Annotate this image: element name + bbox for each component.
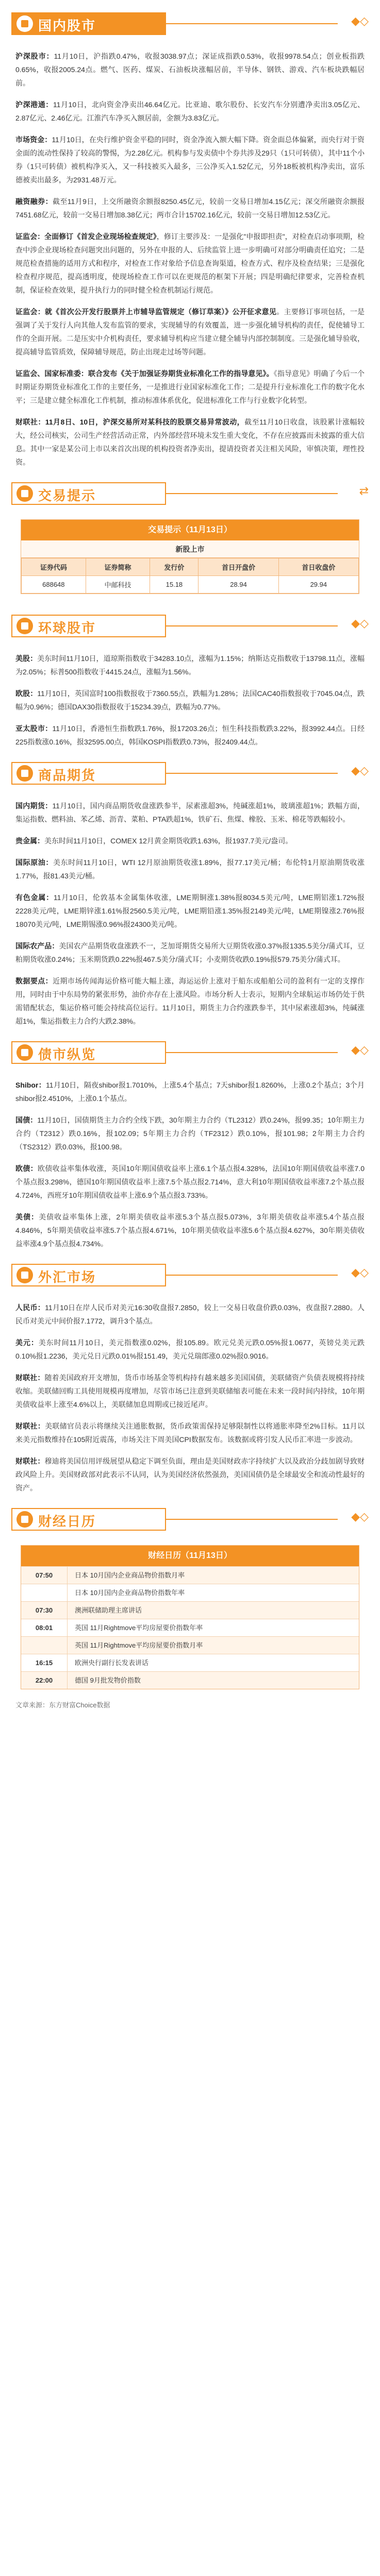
calendar-time: 07:50: [21, 1567, 68, 1584]
paragraph-lead: 亚太股市：: [15, 724, 53, 733]
globe-icon: [16, 618, 33, 634]
paragraph-lead: 证监会：就《首次公开发行股票并上市辅导监管规定（修订草案）》公开征求意见: [15, 308, 277, 316]
decoration-icon: ◆◇: [351, 1266, 369, 1279]
calendar-row: [21, 1671, 359, 1689]
calendar-row: [21, 1584, 359, 1601]
paragraph-text: 美债收益率集体上涨，2年期美债收益率涨5.3个基点报5.073%，3年期美债收益率涨5.4个基点报4.846%，5年期美债收益率涨5.7个基点报4.671%，10年期美债收益率涨5.6个基点报4.627%，30年期美债收益率涨4.9个基点报4.734%。: [15, 1213, 365, 1248]
section-title: 财经日历: [38, 1514, 96, 1529]
news-paragraph: [15, 939, 365, 966]
news-paragraph: [15, 230, 365, 297]
calendar-event: 澳洲联储助理主席讲话: [75, 1606, 142, 1614]
news-paragraph: [15, 195, 365, 222]
decoration-icon: ◆◇: [351, 1510, 369, 1523]
paragraph-text: 11月10日，沪指跌0.47%，收报3038.97点；深证成指跌0.53%，收报9978.54点；创业板指跌0.65%，收报2005.24点。燃气、医药、煤炭、石油板块涨幅居前，半导体、钢铁、游戏、汽车板块跌幅居前。: [15, 52, 365, 87]
calendar-event: 日本 10月国内企业商品物价指数月率: [75, 1571, 185, 1579]
table-cell: 688648: [22, 576, 86, 594]
paragraph-lead: 财联社：11月8日、10日，沪深交易所对某科技的股票交易异常波动，: [15, 418, 245, 426]
table-cell: 15.18: [150, 576, 199, 594]
header-line: [166, 773, 338, 774]
paragraph-lead: 证监会、国家标准委：联合发布《关于加强证券期货业标准化工作的指导意见》。: [15, 369, 274, 378]
news-paragraph: [15, 49, 365, 90]
column-header: 首日收盘价: [278, 558, 358, 576]
news-paragraph: [15, 974, 365, 1028]
news-paragraph: [15, 415, 365, 469]
paragraph-text: 随着美国政府开支增加，货币市场基金等机构持有越来越多美国国债，美联储资产负债表规模将持续收缩。美联储回购工具使用规模再度增加，尽管市场已注意到美联储缩表可能在未来一段时间内持续，10年期美债收益率上涨至4.6%以上，美联储加息周期或已接近尾声。: [15, 1374, 365, 1409]
column-header: 证券代码: [22, 558, 86, 576]
paragraph-text: 美东时间11月10日，WTI 12月原油期货收涨1.89%，报77.17美元/桶；布伦特1月原油期货收涨1.77%，报81.43美元/桶。: [15, 858, 365, 880]
news-paragraph: [15, 856, 365, 883]
paragraph-lead: 证监会：全面修订《首发企业现场检查规定》: [15, 232, 157, 241]
bonds-content: [0, 1078, 380, 1250]
section-title: 环球股市: [38, 620, 96, 636]
news-paragraph: [15, 891, 365, 931]
news-paragraph: [15, 1336, 365, 1363]
paragraph-text: 11月10日，国债期货主力合约全线下跌，30年期主力合约（TL2312）跌0.24%，报99.35；10年期主力合约（T2312）跌0.16%，报102.09；5年期主力合约（TF2312）跌0.10%，报101.98；2年期主力合约（TS2312）跌0.03%，报100.98。: [15, 1116, 365, 1151]
paragraph-text: 穆迪将美国信用评级展望从稳定下调至负面，理由是美国财政赤字持续扩大以及政治分歧加剧导致财政风险上升。美国财政部对此表示不认同，认为美国经济依然强劲，美国国债仍是全球最安全和流动性最好的资产。: [15, 1457, 365, 1492]
paragraph-text: 11月10日，英国富时100指数报收于7360.55点，跌幅为1.28%；法国CAC40指数报收于7045.04点，跌幅为0.96%；德国DAX30指数报收于15234.39点，跌幅为0.77%。: [15, 689, 365, 711]
news-paragraph: [15, 98, 365, 125]
news-paragraph: [15, 1078, 365, 1105]
arrows-icon: ⇄: [359, 484, 369, 497]
news-paragraph: [15, 652, 365, 679]
paragraph-text: 近期市场传闻海运价格可能大幅上涨，海运运价上涨对于船东或船舶公司的盈利有一定的支撑作用，同时由于中东局势的紧张形势，油价亦存在上涨风险。市场分析人士表示，短期内全球航运市场仍处于供需错配状态，集运价格可能会持续高位运行。11月10日，期货主力合约涨跌参半，其中尿素涨超3%，纯碱涨超1%，集运指数主力合约大跌2.38%。: [15, 977, 365, 1025]
paragraph-text: 11月10日，国内商品期货收盘涨跌参半，尿素涨超3%，纯碱涨超1%，玻璃涨超1%；跌幅方面，集运指数、燃料油、苯乙烯、沥青、菜粕、PTA跌超1%，铁矿石、焦煤、橡胶、玉米、棉花等跌幅较小。: [15, 802, 365, 823]
paragraph-text: 11月10日在岸人民币对美元16:30收盘报7.2850，较上一交易日收盘价跌0.03%，夜盘报7.2880。人民币对美元中间价报7.1772，调升3个基点。: [15, 1303, 365, 1325]
paragraph-lead: 欧股：: [15, 689, 38, 698]
paragraph-text: 11月10日，香港恒生指数跌1.76%，报17203.26点；恒生科技指数跌3.22%，报3992.44点。日经225指数涨0.16%，报32595.00点，韩国KOSPI指数跌0.73%，报2409.44点。: [15, 724, 365, 746]
section-title: 交易提示: [38, 488, 96, 503]
paragraph-text: 11月10日，伦敦基本金属集体收涨，LME期铜涨1.38%报8034.5美元/吨，LME期铝涨1.72%报2228美元/吨，LME期锌涨1.61%报2560.5美元/吨，LME期铅涨1.35%报2149美元/吨，LME期镍涨2.76%报18070美元/吨，LME期锡涨0.96%报24300美元/吨。: [15, 893, 365, 928]
paragraph-lead: 欧债：: [15, 1164, 38, 1173]
calendar-row: [21, 1654, 359, 1671]
news-paragraph: [15, 1301, 365, 1328]
table-cell: 29.94: [278, 576, 358, 594]
trade-table-title: 交易提示（11月13日）: [21, 520, 359, 540]
paragraph-text: 《指导意见》明确了今后一个时期证券期货业标准化工作的主要任务，一是推进行业国家标准化工作；二是提升行业标准化工作的数字化水平；三是建立健全标准化工作机制，推动标准体系优化，促进标准化工作与行业数字化转型。: [15, 369, 365, 404]
paragraph-text: 11月10日，在央行维护资金平稳的同时，资金净流入额大幅下降。资金面总体偏紧，而央行对于资金面的流动性保持了较高的警惕，为2.28亿元。机构参与发卖债中个券共涉及29只（1只可转债），其中11个小券（1只可转债）被机构净买入，又一科技被买入最多，三公净买入1.52亿元，另外18板被机构净卖出，富乐德被卖出最多，为2931.48万元。: [15, 135, 365, 184]
global-content: [0, 652, 380, 749]
news-paragraph: [15, 1371, 365, 1411]
paragraph-text: ，修订主要涉及：一是强化"申报即担责"，对检查启动事项期，检查中涉企业现场检查问题突出问题的，另外在申报的人、后续监管上进一步明确可对部分明确责任追究；二是规范检查措施的适用方式和程序，对检查工作对象给予信息查询渠道，检查方式、程序及检查结果；三是强化检查程序规范，提高透明度，使现场检查工作可以在更规范的框架下开展；四是明确纪律要求，完善检查机制，保证检查效果，提升执行力的同时健全检查机制运行规范。: [15, 232, 365, 294]
domestic-content: [0, 49, 380, 469]
section-title: 债市纵览: [38, 1047, 96, 1062]
paragraph-lead: 数据要点：: [15, 977, 53, 985]
section-header-global: [11, 609, 369, 642]
currency-icon: [16, 1267, 33, 1283]
news-paragraph: [15, 834, 365, 848]
table-cell: 28.94: [199, 576, 278, 594]
paragraph-text: 美东时间11月10日，美元指数涨0.02%，报105.89。欧元兑美元跌0.05%报1.0677，英镑兑美元跌0.10%报1.2236，美元兑日元跌0.01%报151.49，美元兑瑞郎涨0.02%报0.9016。: [15, 1338, 365, 1360]
header-line: [166, 1519, 338, 1520]
header-line: [166, 23, 338, 24]
source-footer: 文章来源：东方财富Choice数据: [15, 1701, 110, 1709]
paragraph-lead: 有色金属：: [15, 893, 54, 902]
news-paragraph: [15, 1113, 365, 1154]
calendar-time: 22:00: [21, 1672, 68, 1689]
calendar-title: 财经日历（11月13日）: [21, 1546, 359, 1566]
calendar-event: 德国 9月批发物价指数: [75, 1676, 141, 1684]
paragraph-lead: 财联社：: [15, 1457, 45, 1465]
calendar-rows: [21, 1566, 359, 1689]
bond-icon: [16, 1044, 33, 1061]
paragraph-lead: 沪深股市：: [15, 52, 54, 60]
box-icon: [16, 765, 33, 782]
section-title: 商品期货: [38, 768, 96, 783]
paragraph-text: 美国农产品期货收盘涨跌不一，芝加哥期货交易所大豆期货收涨0.37%报1335.5美分/蒲式耳，豆粕期货收涨0.24%；玉米期货跌0.22%报467.5美分/蒲式耳；小麦期货收跌0.19%报579.75美分/蒲式耳。: [15, 942, 365, 963]
news-paragraph: [15, 1210, 365, 1250]
trade-table: [21, 519, 359, 594]
paragraph-text: 截至11月10日收盘，该股累计涨幅较大，经公司核实，公司生产经营活动正常，内外部经营环境未发生重大变化，不存在应披露而未披露的重大信息。其中一家是某公司上市以来首次出现的机构投资者净卖出，提请投资者关注相关风险，审慎决策，理性投资。: [15, 418, 365, 466]
section-header-fx: [11, 1259, 369, 1292]
stock-icon: [16, 15, 33, 32]
paragraph-lead: 美债：: [15, 1213, 39, 1221]
calendar-time: [21, 1584, 68, 1601]
section-title: 外汇市场: [38, 1269, 96, 1285]
calendar-row: [21, 1619, 359, 1636]
calendar-row: [21, 1601, 359, 1619]
news-paragraph: [15, 133, 365, 187]
paragraph-lead: 国际农产品：: [15, 942, 59, 950]
decoration-icon: ◆◇: [351, 764, 369, 777]
calendar-time: 16:15: [21, 1654, 68, 1671]
paragraph-text: 截至11月9日，上交所融资余额报8250.45亿元，较前一交易日增加4.15亿元；深交所融资余额报7451.68亿元，较前一交易日增加8.38亿元；两市合计15702.16亿元，较前一交易日增加12.53亿元。: [15, 197, 365, 219]
calendar-table: [21, 1545, 359, 1689]
news-paragraph: [15, 305, 365, 359]
paragraph-text: 美东时间11月10日，道琼斯指数收于34283.10点，涨幅为1.15%；纳斯达克指数收于13798.11点，涨幅为2.05%；标普500指数收于4415.24点，涨幅为1.56%。: [15, 654, 365, 676]
column-header: 发行价: [150, 558, 199, 576]
table-cell: 中邮科技: [86, 576, 150, 594]
paragraph-lead: 融资融券：: [15, 197, 53, 206]
paragraph-lead: 国债：: [15, 1116, 38, 1124]
news-paragraph: [15, 1162, 365, 1202]
section-title: 国内股市: [38, 18, 96, 33]
ipo-table: [21, 558, 359, 594]
calendar-row: [21, 1566, 359, 1584]
calendar-row: [21, 1636, 359, 1654]
table-row: [22, 576, 359, 594]
calendar-event: 英国 11月Rightmove平均房屋要价指数年率: [75, 1624, 203, 1632]
calendar-time: [21, 1637, 68, 1654]
decoration-icon: ◆◇: [351, 617, 369, 630]
news-paragraph: [15, 367, 365, 407]
calendar-icon: [16, 1511, 33, 1528]
paragraph-lead: 市场资金：: [15, 135, 52, 144]
decoration-icon: ◆◇: [351, 14, 369, 27]
section-header-bonds: [11, 1036, 369, 1069]
paragraph-lead: 财联社：: [15, 1374, 45, 1382]
paragraph-lead: 沪深港通：: [15, 100, 53, 109]
paragraph-lead: 美元：: [15, 1338, 39, 1347]
header-line: [166, 625, 338, 626]
section-header-domestic: [11, 7, 369, 40]
news-paragraph: [15, 1419, 365, 1446]
paragraph-lead: 人民币：: [15, 1303, 45, 1312]
calendar-event: 英国 11月Rightmove平均房屋要价指数月率: [75, 1641, 203, 1649]
paragraph-lead: 美股：: [15, 654, 38, 663]
paragraph-text: 11月10日，隔夜shibor报1.7010%，上涨5.4个基点；7天shibor报1.8260%，上涨0.2个基点；3个月shibor报2.4510%，上涨0.1个基点。: [15, 1081, 365, 1103]
paragraph-lead: 国内期货：: [15, 802, 53, 810]
section-header-commodities: [11, 757, 369, 790]
header-line: [166, 493, 338, 494]
paragraph-lead: Shibor：: [15, 1081, 46, 1089]
column-header: 证券简称: [86, 558, 150, 576]
paragraph-text: 美联储官员表示将继续关注通胀数据，货币政策需保持足够限制性以将通胀率降至2%目标。11月以来美元指数维持在105附近震荡，市场关注下周美国CPI数据发布。该数据或将引发人民币汇率进一步波动。: [15, 1422, 365, 1444]
news-paragraph: [15, 687, 365, 714]
commodities-content: [0, 799, 380, 1028]
paragraph-text: 。主要修订事项包括，一是强调了关于发行人向其他人发布监管的要求，实现辅导的有效覆盖，进一步强化辅导机构的责任，促使辅导工作的全面开展。二是压实中介机构责任，要求辅导机构应当建立健全辅导内部控制制度。三是强化辅导验收，提高辅导监管质效，保障辅导规范，防止出现走过场等问题。: [15, 308, 365, 356]
paragraph-text: 美东时间11月10日，COMEX 12月黄金期货收跌1.63%，报1937.7美元/盎司。: [44, 837, 293, 845]
calendar-time: 07:30: [21, 1602, 68, 1619]
paragraph-lead: 财联社：: [15, 1422, 45, 1430]
calendar-event: 欧洲央行副行长发表讲话: [75, 1659, 149, 1667]
paragraph-lead: 国际原油：: [15, 858, 54, 867]
news-paragraph: [15, 1454, 365, 1495]
calendar-event: 日本 10月国内企业商品物价指数年率: [75, 1589, 185, 1597]
paragraph-text: 11月10日，北向资金净卖出46.64亿元。比亚迪、歌尔股份、长安汽车分别遭净卖出3.05亿元、2.87亿元、2.46亿元。江淮汽车净买入额居前，金额为3.83亿元。: [15, 100, 365, 122]
paragraph-lead: 贵金属：: [15, 837, 44, 845]
news-paragraph: [15, 722, 365, 749]
table-header-row: [22, 558, 359, 576]
trade-table-subtitle: 新股上市: [21, 540, 359, 558]
paragraph-text: 欧债收益率集体收涨，英国10年期国债收益率上涨6.1个基点报4.328%，法国10年期国债收益率涨7.0个基点报3.298%，德国10年期国债收益率上涨7.5个基点报2.714%，意大利10年期国债收益率涨7.2个基点报4.724%，西班牙10年期国债收益率上涨6.9个基点报3.733%。: [15, 1164, 365, 1199]
calendar-time: 08:01: [21, 1619, 68, 1636]
header-line: [166, 1275, 338, 1276]
fx-content: [0, 1301, 380, 1495]
section-header-trade: [11, 477, 369, 510]
news-paragraph: [15, 799, 365, 826]
column-header: 首日开盘价: [199, 558, 278, 576]
header-line: [166, 1052, 338, 1053]
bell-icon: [16, 485, 33, 502]
section-header-calendar: [11, 1503, 369, 1536]
decoration-icon: ◆◇: [351, 1043, 369, 1056]
